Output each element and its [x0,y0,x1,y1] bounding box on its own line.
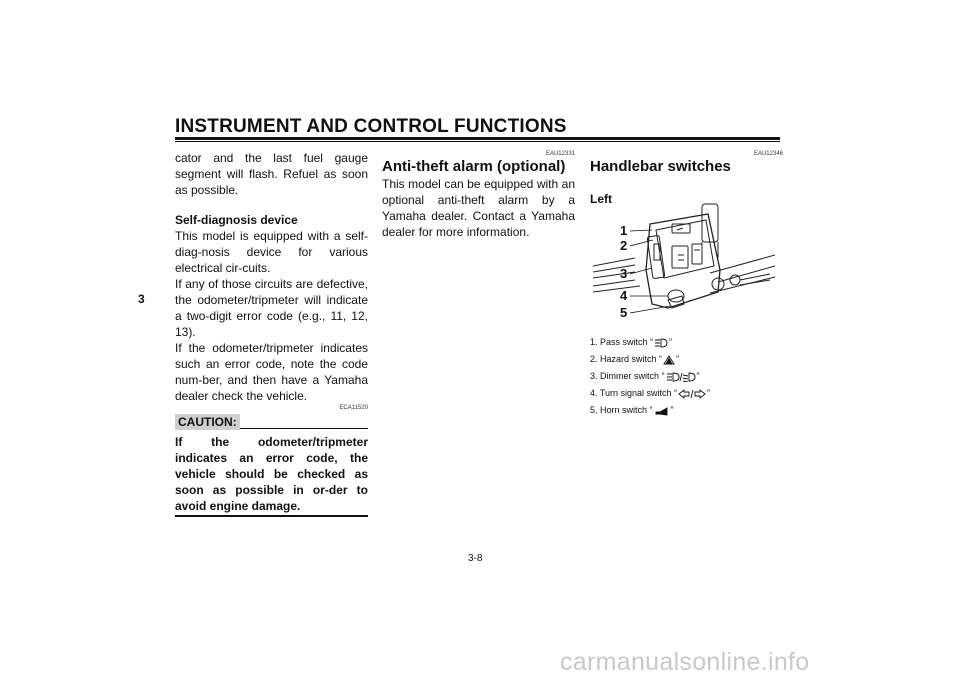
legend-item [590,368,710,385]
legend-label: 5. Horn switch “ [590,405,653,415]
high-low-beam-icon [666,372,696,382]
legend-label: 1. Pass switch “ [590,337,654,347]
callout-4: 4 [620,288,628,303]
caution-text: If the odometer/tripmeter indicates an error code, the vehicle should be checked as soon as possible in or-der to avoid engine damage. [175,435,368,513]
anti-theft-heading: Anti-theft alarm (optional) [382,158,566,175]
anti-theft-paragraph: This model can be equipped with an optional anti-theft alarm by a Yamaha dealer. Contact a Yamaha dealer for more information. [382,177,575,239]
high-beam-icon [654,338,668,348]
legend-label: 3. Dimmer switch “ [590,371,665,381]
caution-header [175,414,368,430]
horn-icon [654,406,670,416]
caution-code: ECA11520 [339,405,368,411]
self-diagnosis-paragraph-3: If the odometer/tripmeter indicates such an error code, note the code num-ber, and then have a Yamaha dealer check the vehicle. [175,341,368,403]
section-code: EAU12346 [753,151,783,157]
legend-item [590,402,710,419]
column-2 [382,150,575,240]
turn-signal-icon [678,389,706,399]
callout-1: 1 [620,223,628,238]
legend-quote: ” [669,337,673,347]
self-diagnosis-heading: Self-diagnosis device [175,213,298,227]
column-3 [590,150,783,176]
legend-label: 2. Hazard switch “ [590,354,663,364]
callout-3: 3 [620,266,628,281]
legend-item [590,334,710,351]
caution-label: CAUTION: [175,414,240,430]
watermark: carmanualsonline.info [560,648,810,676]
header-rule-thin [175,141,780,142]
caution-bottom-rule [175,515,368,517]
legend-item [590,351,710,368]
caution-rule [240,428,368,429]
hazard-icon [663,355,675,365]
page-title: INSTRUMENT AND CONTROL FUNCTIONS [175,116,567,137]
legend-item [590,385,710,402]
legend-quote: ” [696,371,700,381]
legend-label: 4. Turn signal switch “ [590,388,678,398]
continued-paragraph: cator and the last fuel gauge segment will flash. Refuel as soon as possible. [175,151,368,197]
header-rule [175,137,780,140]
legend-quote: ” [707,388,711,398]
handlebar-switches-heading: Handlebar switches [590,158,731,175]
chapter-number: 3 [138,292,145,306]
page-number: 3-8 [468,553,483,564]
callout-5: 5 [620,305,628,320]
figure-legend [590,334,710,419]
column-1 [175,150,368,517]
handlebar-switch-figure [590,200,775,328]
legend-quote: ” [670,405,674,415]
self-diagnosis-paragraph-2: If any of those circuits are defective, the odometer/tripmeter will indicate a two-digit error code (e.g., 11, 12, 13). [175,277,368,339]
self-diagnosis-paragraph-1: This model is equipped with a self-diag-nosis device for various electrical cir-cuits. [175,229,368,275]
section-code: EAU12331 [545,151,575,157]
callout-2: 2 [620,238,628,253]
figure-label-left: Left [590,192,612,206]
legend-quote: ” [676,354,680,364]
